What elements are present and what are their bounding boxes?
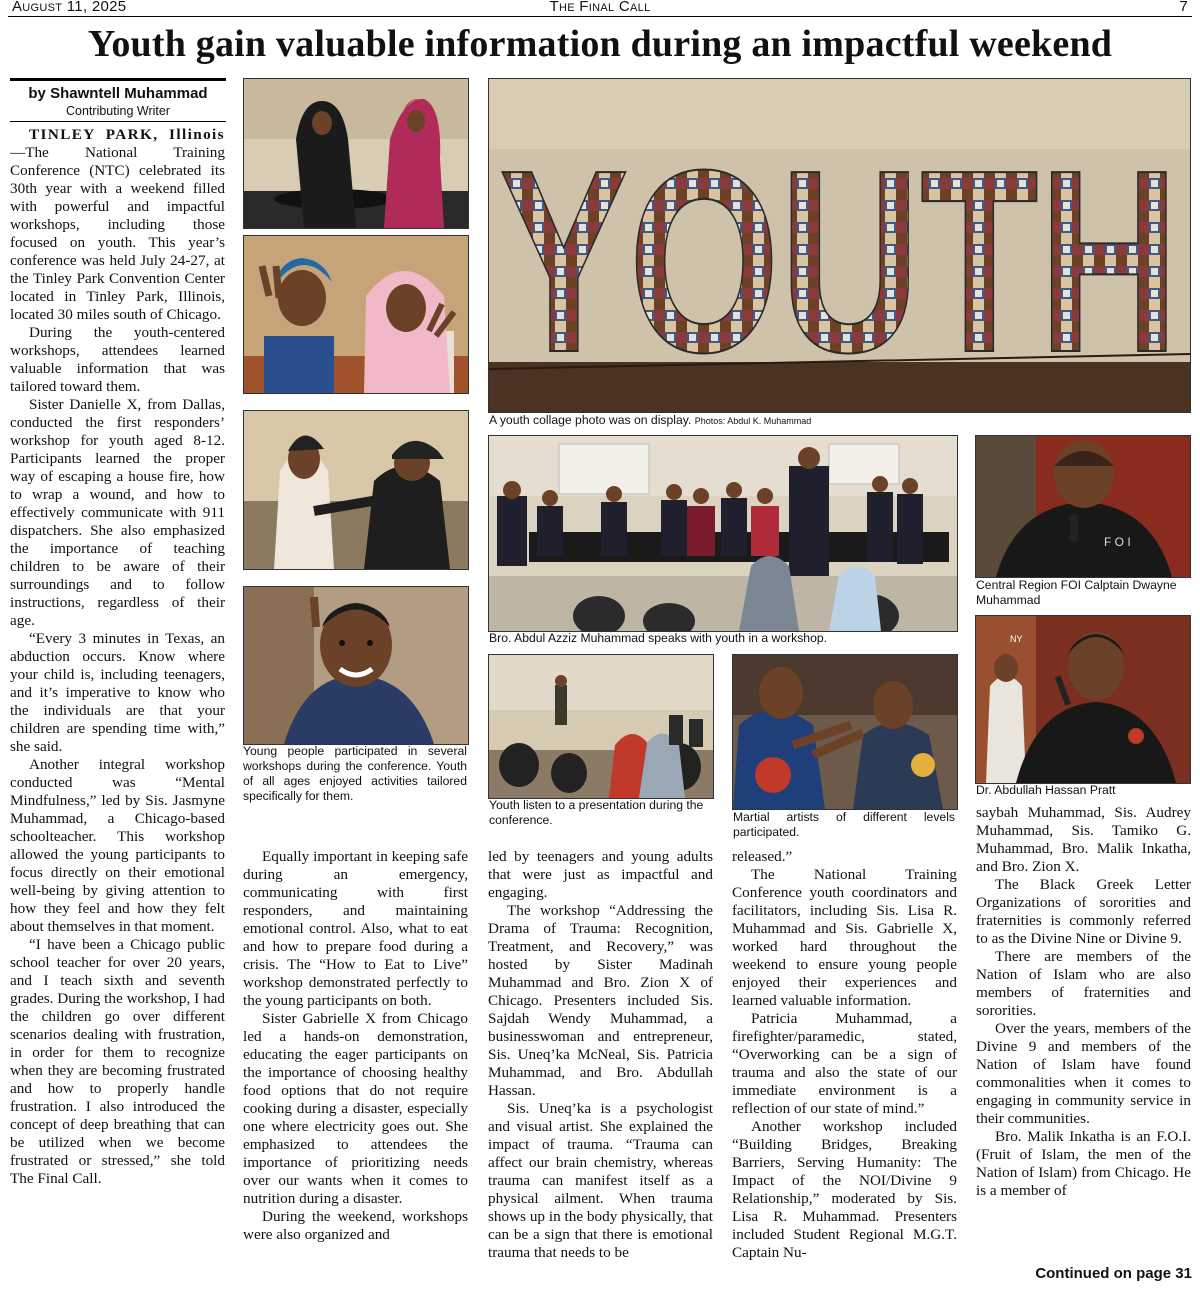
youth-letters: YOUTH: [499, 117, 1179, 407]
cap-logo: NY: [1010, 634, 1023, 644]
paragraph: “Every 3 minutes in Texas, an abduction occurs. Know where your child is, including teenagers, and it’s imperative to know who the individuals are that your children are spending time with,” she said.: [10, 630, 225, 755]
caption-abdul-azziz: Bro. Abdul Azziz Muhammad speaks with youth in a workshop.: [489, 631, 828, 645]
paragraph: The National Training Conference youth coordinators and facilitators, including Sis. Lisa R. Muhammad and Sis. Gabrielle X, worked hard throughout the weekend to ensure young people enjoyed their experiences and learned valuable information.: [732, 866, 957, 1009]
caption-youth-listen: Youth listen to a presentation during the conference.: [489, 798, 704, 827]
paragraph: released.”: [732, 848, 793, 865]
caption-youth-collage: [489, 413, 989, 429]
page-header: [8, 0, 1192, 17]
photo-dr-pratt: [975, 615, 1191, 784]
article-column-5: [976, 804, 1191, 1244]
photo-smiling-boy: [243, 586, 469, 745]
photo-first-responders: [243, 410, 469, 570]
paragraph: “I have been a Chicago public school teacher for over 20 years, and I teach sixth and seventh grades. During the workshop, I had the children go over different scenarios dealing with frustration, in order for them to recognize when they are becoming frustrated and how to properly handle frustration. I also introduced the concept of deep breathing that can be utilized when we become frustrated or stressed,” she told The Final Call.: [10, 936, 225, 1187]
caption-foi-captain: Central Region FOI Calptain Dwayne Muhammad: [976, 578, 1177, 607]
article-column-2: [243, 848, 468, 1284]
dateline: TINLEY PARK, Illinois: [29, 126, 225, 143]
byline-author: by Shawntell Muhammad: [28, 85, 208, 102]
photo-martial-artists: [732, 654, 958, 810]
byline-box: [10, 78, 226, 122]
continued-link[interactable]: Continued on page 31: [1035, 1265, 1192, 1282]
paragraph: led by teenagers and young adults that were just as impactful and engaging.: [488, 848, 713, 901]
paragraph: Another integral workshop conducted was “Mental Mindfulness,” led by Sis. Jasmyne Muhammad, a Chicago-based schoolteacher. This workshop allowed the young participants to focus directly on their emotional well-being by giving attention to how they feel and how they felt about themselves in that moment.: [10, 756, 225, 935]
photo-foi-captain: [975, 435, 1191, 578]
caption-young-people: Young people participated in several workshops during the conference. Youth of all ages enjoyed activities tailored specifically for them.: [243, 744, 467, 803]
paragraph: Patricia Muhammad, a firefighter/paramedic, stated, “Overworking can be a sign of trauma and also the state of our immediate environment is a reflection of our state of mind.”: [732, 1010, 957, 1117]
paragraph: Equally important in keeping safe during an emergency, communicating with first responders, and maintaining emotional control. Also, what to eat and how to prepare food during a crisis. The “How to Eat to Live” workshop demonstrated perfectly to the young participants on both.: [243, 848, 468, 1009]
paragraph: During the youth-centered workshops, attendees learned valuable information that was tailored toward them.: [10, 324, 225, 395]
article-column-3: [488, 848, 713, 1284]
photo-workshop-speaker: [488, 435, 958, 632]
foi-shirt-text: F O I: [1104, 535, 1131, 549]
page-number: 7: [1179, 0, 1188, 15]
paragraph: The Black Greek Letter Organizations of sororities and fraternities is commonly referred to as the Divine Nine or Divine 9.: [976, 876, 1191, 947]
photo-youth-listen: [488, 654, 714, 799]
caption-text: A youth collage photo was on display.: [489, 413, 692, 427]
article-column-4: [732, 848, 957, 1284]
paragraph: Another workshop included “Building Bridges, Breaking Barriers, Serving Humanity: The Impact of the NOI/Divine 9 Relationship,” moderated by Sis. Lisa R. Muhammad. Presenters included Student Regional M.G.T. Captain Nu-: [732, 1118, 957, 1261]
paragraph: There are members of the Nation of Islam who are also members of fraternities and sororities.: [976, 948, 1191, 1019]
caption-dr-pratt: Dr. Abdullah Hassan Pratt: [976, 783, 1116, 797]
photo-speakers: [243, 78, 469, 229]
paragraph: [10, 126, 225, 324]
paragraph: Sis. Uneq’ka is a psychologist and visual artist. She explained the impact of trauma. “Trauma can affect our brain chemistry, whereas trauma can manifest itself as a physical ailment. When trauma shows up in the body physically, that can be a sign that there is emotional trauma that needs to be: [488, 1100, 713, 1261]
paragraph: Sister Danielle X, from Dallas, conducted the first responders’ workshop for youth aged 8-12. Participants learned the proper way of escaping a house fire, how to wrap a wound, and how to effectively communicate with 911 dispatchers. She also emphasized the importance of teaching children to be aware of their surroundings and to follow instructions, regardless of their age.: [10, 396, 225, 629]
paragraph: The workshop “Addressing the Drama of Trauma: Recognition, Treatment, and Recovery,” was hosted by Sister Madinah Muhammad and Bro. Zion X of Chicago. Presenters included Sis. Sajdah Wendy Muhammad, a businesswoman and entrepreneur, Sis. Uneq’ka McNeal, Sis. Patricia Muhammad, and Bro. Abdullah Hassan.: [488, 902, 713, 1099]
photo-girls: [243, 235, 469, 394]
issue-date: August 11, 2025: [12, 0, 127, 15]
paragraph-text: —The National Training Conference (NTC) celebrated its 30th year with a weekend filled with powerful and impactful workshops, including those focused on youth. This year’s conference was held July 24-27, at the Tinley Park Convention Center located in Tinley Park, Illinois, located 30 miles south of Chicago.: [10, 144, 225, 323]
photo-credit: Photos: Abdul K. Muhammad: [694, 416, 812, 426]
article-column-1: [10, 126, 225, 1284]
publication-name: The Final Call: [549, 0, 651, 15]
photo-youth-collage: [488, 78, 1191, 413]
article-headline: Youth gain valuable information during an impactful weekend: [87, 23, 1113, 65]
paragraph: Over the years, members of the Divine 9 and members of the Nation of Islam have found commonalities when it comes to engaging in community service in their communities.: [976, 1020, 1191, 1127]
paragraph: Bro. Malik Inkatha is an F.O.I. (Fruit of Islam, the men of the Nation of Islam) from Chicago. He is a member of: [976, 1128, 1191, 1199]
byline-role: Contributing Writer: [10, 104, 226, 122]
caption-martial-artists: Martial artists of different levels participated.: [733, 810, 955, 839]
paragraph: saybah Muhammad, Sis. Audrey Muhammad, Sis. Tamiko G. Muhammad, Bro. Malik Inkatha, and Bro. Zion X.: [976, 804, 1191, 875]
paragraph: During the weekend, workshops were also organized and: [243, 1208, 468, 1243]
paragraph: Sister Gabrielle X from Chicago led a hands-on demonstration, educating the eager participants on the importance of choosing healthy food options that do not require cooking during a disaster, especially one where electricity goes out. She emphasized to attendees the importance of prioritizing needs over our wants when it comes to nutrition during a disaster.: [243, 1010, 468, 1207]
